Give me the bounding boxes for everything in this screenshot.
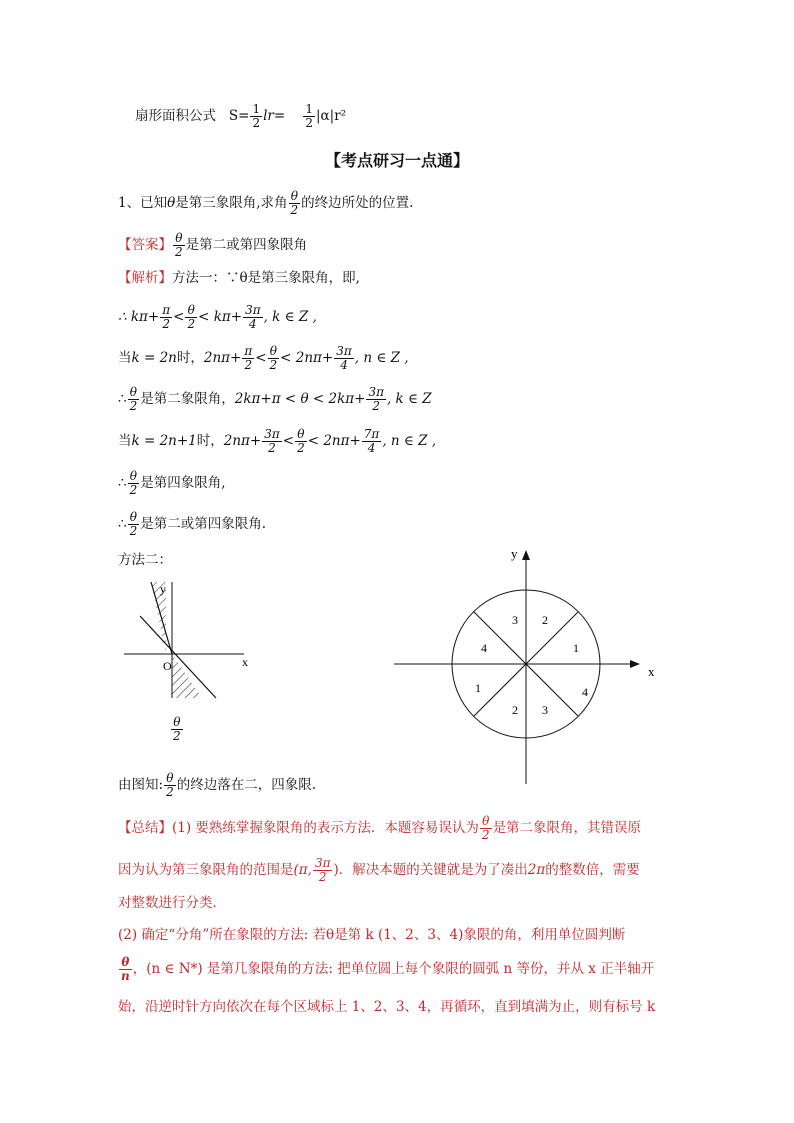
origin-label: O [163,659,172,673]
frac-theta-2 [128,470,140,497]
analysis-line-6 [118,511,266,538]
section-title: 【考点研习一点通】 [324,151,469,170]
frac-theta-2 [295,428,307,455]
analysis-line-1 [118,304,317,331]
answer-text: 是第二或第四象限角 [185,237,308,253]
lt: < [255,350,267,366]
summary-tag: 【总结】 [118,820,172,836]
frac-den: 2 [173,729,181,743]
frac-half-2 [303,103,315,130]
therefore: ∴ [118,391,127,407]
when: 当 [118,350,132,366]
when: 当 [118,433,132,449]
analysis-method1 [118,268,360,288]
shi: 时， [176,350,204,366]
summary-line-4: (2) 确定“分角”所在象限的方法: 若θ是第 k (1、2、3、4)象限的角，利用单位圆判断 [118,927,626,943]
frac-den: 2 [129,399,138,413]
method1-text: 方法一：∵θ是第三象限角，即, [172,270,360,286]
frac-half [250,103,262,130]
region-label: 3 [512,613,518,627]
y-axis-arrow [522,550,530,560]
expr: < 2nπ+ [307,433,361,449]
answer-line [118,232,307,259]
frac-den: 4 [249,317,257,331]
frac-num: θ [171,716,183,730]
expr: , n ∈ Z , [354,350,409,366]
conclusion-text: 的终边落在二，四象限. [176,777,316,793]
right-diagram [390,540,670,788]
condition: k = 2n+1 [131,433,197,449]
frac-theta-2 [128,511,140,538]
expr: < kπ+ [198,309,243,325]
frac-den: 2 [269,358,278,372]
expr: , n ∈ Z , [382,433,437,449]
frac-den: 2 [187,317,196,331]
frac-theta-2 [171,716,183,743]
analysis-line-2 [118,345,409,372]
frac-den: 2 [129,483,138,497]
y-label: y [511,546,518,561]
frac-num: θ [289,190,301,204]
frac-3pi-4 [243,304,263,331]
summary-line-2 [118,857,640,884]
condition: k = 2n [131,350,177,366]
frac-theta-2 [185,304,197,331]
frac-theta-2 [480,815,492,842]
frac-den: n [121,969,130,983]
theta: θ [167,195,176,211]
frac-num: θ [173,232,185,246]
expr: < 2nπ+ [280,350,334,366]
frac-den: 2 [481,828,490,842]
summary-text: (1) 要熟练掌握象限角的表示方法．本题容易误认为 [172,820,479,836]
frac-7pi-4 [362,428,382,455]
region-label: 4 [481,641,487,655]
frac-num: 3π [245,303,261,317]
frac-pi-2 [242,345,254,372]
frac-num: π [162,303,171,317]
region-label: 2 [512,703,518,717]
x-label: x [648,664,655,679]
frac-num: 1 [305,102,313,116]
lt: < [173,309,185,325]
frac-den: 2 [372,399,381,413]
expr: 2nπ+ [203,350,242,366]
frac-num: π [244,344,253,358]
region-label: 4 [582,685,588,699]
frac-num: θ [128,386,140,400]
frac-theta-2 [268,345,280,372]
question-text-a: 是第三象限角,求角 [175,195,288,211]
frac-num: 3π [314,856,331,870]
formula-s: S= [228,108,250,124]
region-label: 1 [573,641,579,655]
frac-num: 1 [252,102,261,116]
frac-num: θ [128,511,140,525]
frac-num: θ [164,772,176,786]
hatched-region-lower [172,654,202,698]
conclusion [118,772,316,799]
method2-label: 方法二： [118,552,172,568]
region-label: 2 [542,613,548,627]
frac-pi-2 [160,304,172,331]
summary-line-1 [118,815,641,842]
frac-num: 3π [336,344,352,358]
lt: < [282,433,295,449]
answer-tag: 【答案】 [118,237,172,253]
frac-den: 4 [367,441,376,455]
analysis-line-5 [118,470,226,497]
frac-den: 2 [290,203,299,217]
summary-text: 的整数倍，需要 [545,862,640,878]
frac-3pi-2 [262,428,282,455]
frac-num: θ [295,428,307,442]
question-1 [118,190,413,217]
left-diagram [118,578,258,708]
shi: 时， [196,433,224,449]
analysis-line-3 [118,386,432,413]
analysis-tag: 【解析】 [118,270,172,286]
frac-theta-2 [128,386,140,413]
frac-3pi-2 [313,857,333,884]
frac-den: 2 [297,441,305,455]
sector-area-formula [135,103,346,130]
summary-text: 是第二象限角，其错误原 [492,820,642,836]
frac-theta-2 [164,772,176,799]
region-label: 3 [542,703,548,717]
summary-line-3: 对整数进行分类． [118,895,226,911]
expr: 2kπ+π < θ < 2kπ+ [234,391,366,407]
frac-den: 2 [129,524,138,538]
frac-den: 4 [340,358,348,372]
text: 是第四象限角, [140,475,226,491]
summary-line-6: 始，沿逆时针方向依次在每个区域标上 1、2、3、4，再循环，直到填满为止，则有标号 k [118,999,656,1015]
frac-den: 2 [305,116,313,130]
frac-den: 2 [252,116,261,130]
frac-den: 2 [268,441,276,455]
frac-theta-2 [289,190,301,217]
left-diagram-caption [170,716,184,743]
expr: , k ∈ Z [386,391,432,407]
frac-num: θ [128,470,140,484]
conclusion-pre: 由图知: [118,777,164,793]
summary-text: 因为认为第三象限角的范围是 [118,862,294,878]
frac-3pi-4 [334,345,354,372]
expr: (π, [293,862,312,878]
frac-num: θ [185,304,197,318]
region-label: 1 [475,681,481,695]
text: 是第二象限角， [140,391,235,407]
frac-num: θ [480,815,492,829]
formula-label: 扇形面积公式 [135,108,216,124]
frac-3pi-2 [366,386,386,413]
frac-den: 2 [175,245,183,259]
therefore: ∴ [118,475,127,491]
expr: , k ∈ Z , [263,309,317,325]
expr: ∴ kπ+ [118,309,160,325]
therefore: ∴ [118,516,127,532]
y-label: y [160,582,166,596]
frac-den: 2 [162,317,171,331]
frac-den: 2 [244,358,253,372]
summary-line-5 [118,956,654,983]
expr: 2π [527,862,546,878]
frac-num: θ [119,956,132,970]
analysis-line-4 [118,428,436,455]
expr: 2nπ+ [223,433,262,449]
summary-text: )．解决本题的关键就是为了凑出 [333,862,528,878]
formula-lr: lr= [263,108,286,124]
summary-text: ，(n ∈ N*) 是第几象限角的方法: 把单位圆上每个象限的圆弧 n 等份，并从 x 正半轴开 [132,961,655,977]
frac-theta-n [119,956,132,983]
frac-num: θ [268,345,280,359]
x-label: x [242,655,248,669]
frac-num: 7π [363,427,380,441]
frac-num: 3π [368,385,384,399]
frac-den: 2 [318,870,327,884]
text: 是第二或第四象限角. [140,516,267,532]
x-axis-arrow [630,660,640,668]
frac-num: 3π [264,427,280,441]
frac-theta-2 [173,232,185,259]
formula-alpha-r2: |α|r² [315,108,347,124]
question-text-b: 的终边所处的位置. [301,195,414,211]
question-number: 1、已知 [118,195,168,211]
frac-den: 2 [166,785,174,799]
